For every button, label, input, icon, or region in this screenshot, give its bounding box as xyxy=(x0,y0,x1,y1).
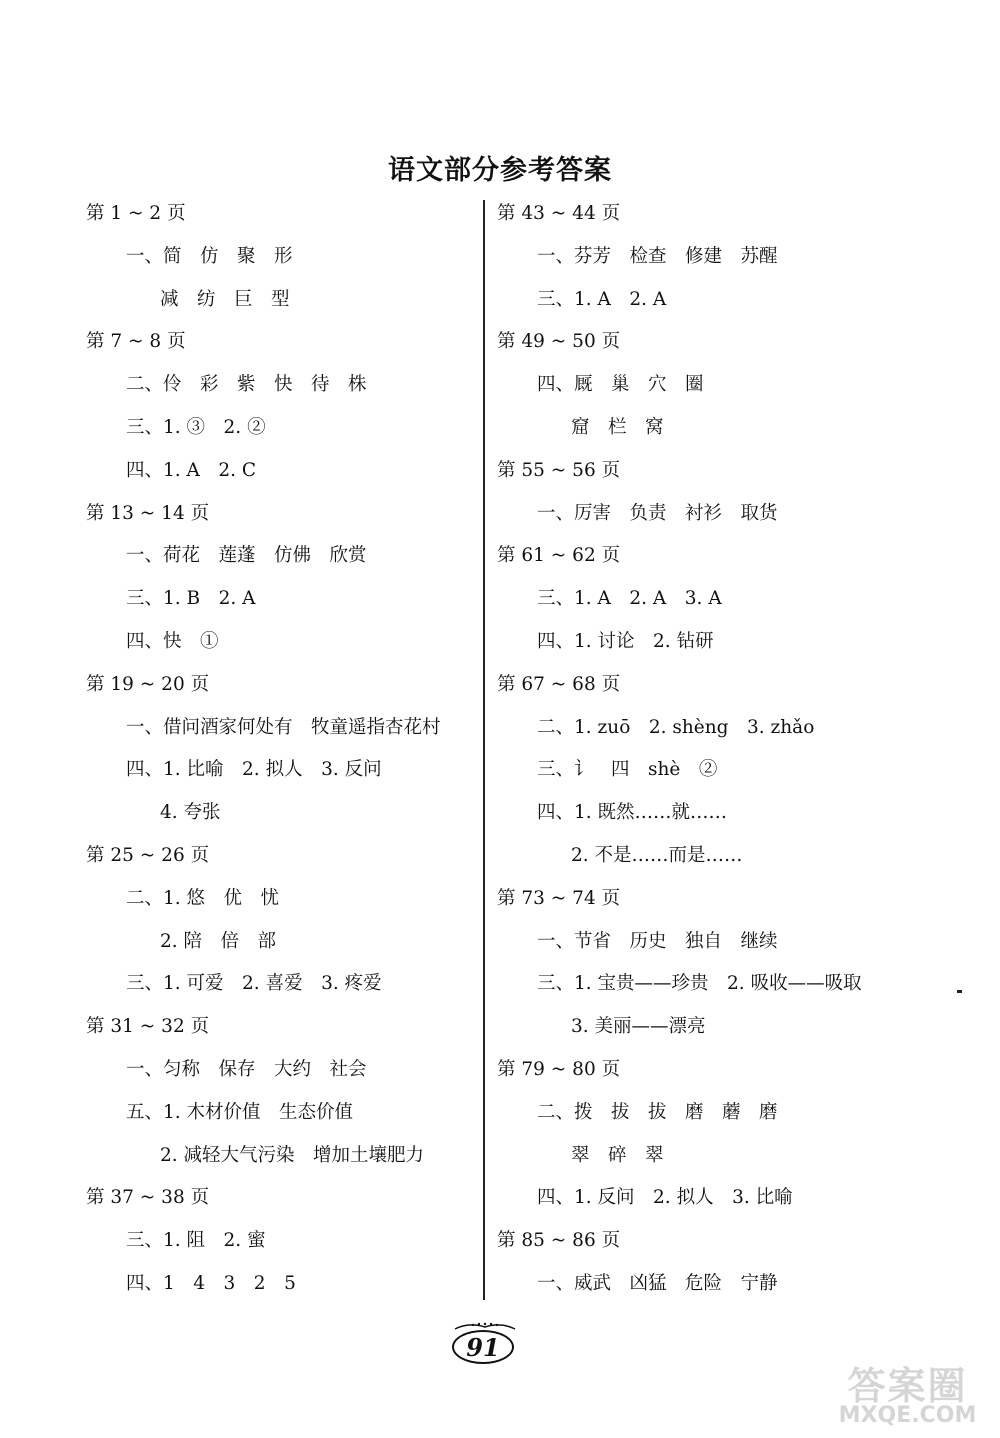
answer-line: 2. 减轻大气污染 增加土壤肥力 xyxy=(160,1145,425,1166)
answer-line: 4. 夸张 xyxy=(160,802,221,823)
page-range-heading: 第 73 ~ 74 页 xyxy=(497,888,621,909)
page-title: 语文部分参考答案 xyxy=(388,155,612,186)
watermark-logo-text: 答案圈 xyxy=(847,1364,968,1408)
page-range-heading: 第 79 ~ 80 页 xyxy=(497,1059,621,1080)
answer-line: 四、快 ① xyxy=(126,631,219,652)
page-range-heading: 第 61 ~ 62 页 xyxy=(497,545,621,566)
page-number: 91 xyxy=(452,1330,514,1364)
answer-line: 一、厉害 负责 衬衫 取货 xyxy=(537,503,778,524)
answer-line: 二、1. zuō 2. shèng 3. zhǎo xyxy=(537,717,815,738)
answer-line: 窟 栏 窝 xyxy=(571,417,664,438)
watermark-url-text: MXQE.COM xyxy=(838,1403,977,1428)
page-range-heading: 第 49 ~ 50 页 xyxy=(497,331,621,352)
page-range-heading: 第 7 ~ 8 页 xyxy=(86,331,186,352)
stray-mark xyxy=(957,990,962,993)
page-range-heading: 第 37 ~ 38 页 xyxy=(86,1187,210,1208)
page-range-heading: 第 1 ~ 2 页 xyxy=(86,203,186,224)
answer-line: 一、芬芳 检查 修建 苏醒 xyxy=(537,246,778,267)
answer-line: 一、威武 凶猛 危险 宁静 xyxy=(537,1273,778,1294)
answer-line: 三、1. A 2. A xyxy=(537,289,667,310)
answer-line: 三、1. ③ 2. ② xyxy=(126,417,266,438)
watermark xyxy=(820,1355,995,1435)
page-range-heading: 第 85 ~ 86 页 xyxy=(497,1230,621,1251)
answer-line: 减 纺 巨 型 xyxy=(160,289,290,310)
answer-line: 3. 美丽——漂亮 xyxy=(571,1016,706,1037)
answer-line: 四、1 4 3 2 5 xyxy=(126,1273,296,1294)
answer-line: 三、1. 宝贵——珍贵 2. 吸收——吸取 xyxy=(537,973,862,994)
answer-line: 四、1. A 2. C xyxy=(126,460,257,481)
column-divider xyxy=(483,200,485,1300)
answer-line: 一、匀称 保存 大约 社会 xyxy=(126,1059,367,1080)
answer-line: 一、简 仿 聚 形 xyxy=(126,246,293,267)
page-range-heading: 第 67 ~ 68 页 xyxy=(497,674,621,695)
answer-line: 四、1. 反问 2. 拟人 3. 比喻 xyxy=(537,1187,793,1208)
answer-line: 一、节省 历史 独自 继续 xyxy=(537,931,778,952)
page-range-heading: 第 19 ~ 20 页 xyxy=(86,674,210,695)
page-range-heading: 第 55 ~ 56 页 xyxy=(497,460,621,481)
answer-line: 二、1. 悠 优 忧 xyxy=(126,888,280,909)
answer-line: 二、拨 拔 拔 磨 蘑 磨 xyxy=(537,1102,778,1123)
answer-line: 五、1. 木材价值 生态价值 xyxy=(126,1102,354,1123)
answer-line: 三、讠 四 shè ② xyxy=(537,759,718,780)
answer-line: 2. 不是……而是…… xyxy=(571,845,743,866)
answer-line: 四、1. 讨论 2. 钻研 xyxy=(537,631,714,652)
answer-line: 三、1. 阻 2. 蜜 xyxy=(126,1230,266,1251)
page-range-heading: 第 43 ~ 44 页 xyxy=(497,203,621,224)
page-range-heading: 第 31 ~ 32 页 xyxy=(86,1016,210,1037)
answer-line: 二、伶 彩 紫 快 待 株 xyxy=(126,374,367,395)
answer-line: 翠 碎 翠 xyxy=(571,1145,664,1166)
answer-line: 一、荷花 莲蓬 仿佛 欣赏 xyxy=(126,545,367,566)
answer-line: 一、借问酒家何处有 牧童遥指杏花村 xyxy=(126,717,441,738)
answer-line: 四、厩 巢 穴 圈 xyxy=(537,374,704,395)
answer-line: 三、1. A 2. A 3. A xyxy=(537,588,722,609)
page-range-heading: 第 25 ~ 26 页 xyxy=(86,845,210,866)
answer-line: 2. 陪 倍 部 xyxy=(160,931,277,952)
answer-line: 四、1. 比喻 2. 拟人 3. 反问 xyxy=(126,759,382,780)
answer-line: 三、1. B 2. A xyxy=(126,588,256,609)
answer-line: 四、1. 既然……就…… xyxy=(537,802,728,823)
page-range-heading: 第 13 ~ 14 页 xyxy=(86,503,210,524)
answer-line: 三、1. 可爱 2. 喜爱 3. 疼爱 xyxy=(126,973,382,994)
